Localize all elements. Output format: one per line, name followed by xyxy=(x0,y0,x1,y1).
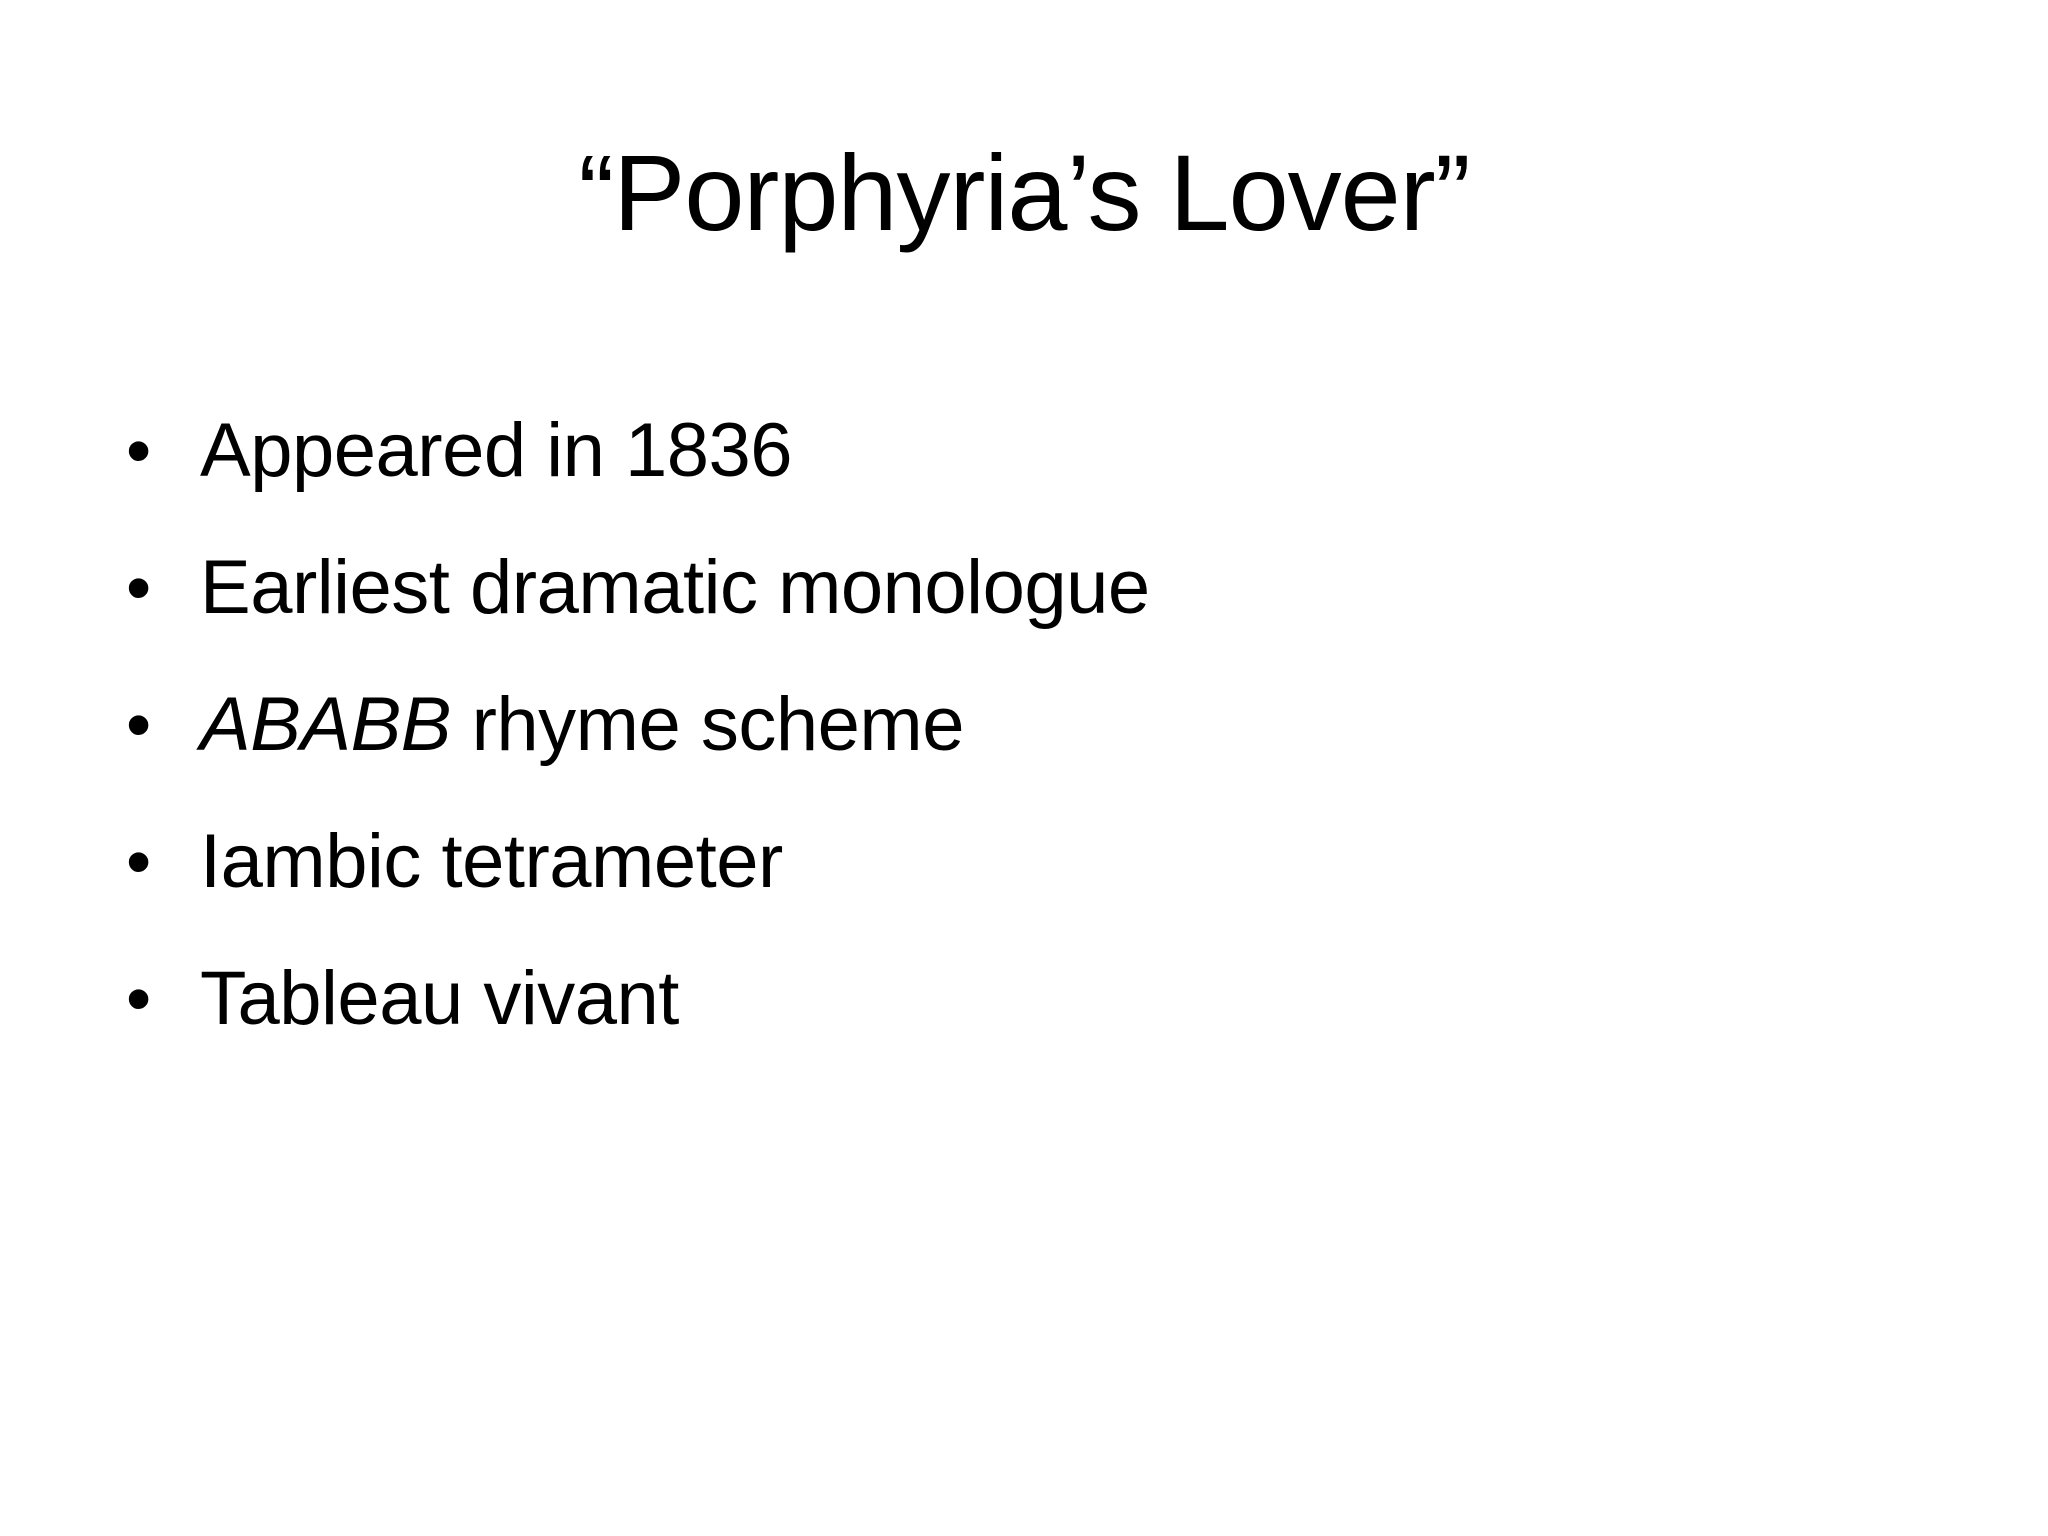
bullet-text: Tableau vivant xyxy=(200,955,679,1041)
bullet-text-group xyxy=(200,680,964,770)
bullet-text: Appeared in 1836 xyxy=(200,407,793,493)
rhyme-scheme-italic: ABABB xyxy=(200,681,451,767)
bullet-item-5 xyxy=(126,930,1150,1067)
bullet-item-1 xyxy=(126,382,1150,519)
bullet-text: Earliest dramatic monologue xyxy=(200,544,1150,630)
bullet-item-4 xyxy=(126,793,1150,930)
bullet-marker: • xyxy=(126,821,152,902)
bullet-marker: • xyxy=(126,410,152,491)
bullet-marker: • xyxy=(126,684,152,765)
bullet-list xyxy=(126,382,1150,1067)
bullet-marker: • xyxy=(126,547,152,628)
bullet-marker: • xyxy=(126,958,152,1039)
rhyme-scheme-label: rhyme scheme xyxy=(450,681,964,767)
bullet-item-3 xyxy=(126,656,1150,793)
slide-title: “Porphyria’s Lover” xyxy=(578,132,1470,253)
bullet-text: Iambic tetrameter xyxy=(200,818,783,904)
bullet-item-2 xyxy=(126,519,1150,656)
